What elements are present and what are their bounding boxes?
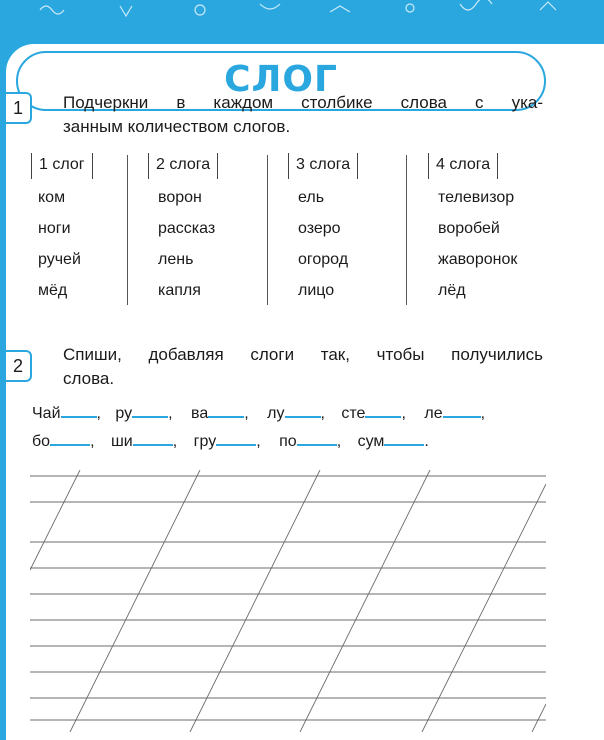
comma: , bbox=[96, 405, 101, 422]
syllable-stem: ва bbox=[191, 405, 209, 422]
syllable-stem: бо bbox=[32, 433, 51, 450]
column-divider bbox=[127, 155, 128, 305]
column-header: 4 слога bbox=[428, 153, 498, 179]
header-decoration bbox=[0, 0, 604, 40]
syllable-stem: по bbox=[279, 433, 297, 450]
word-item[interactable]: мёд bbox=[38, 282, 68, 299]
handwriting-grid[interactable] bbox=[30, 470, 546, 732]
comma: , bbox=[172, 433, 178, 450]
word-item[interactable]: озеро bbox=[298, 220, 341, 237]
word-item[interactable]: ворон bbox=[158, 189, 202, 206]
task2-instruction-line1: Спиши, добавляя слоги так, чтобы получились bbox=[63, 345, 543, 364]
comma: , bbox=[244, 405, 249, 422]
syllable-column-1 bbox=[31, 153, 151, 179]
answer-blank[interactable] bbox=[297, 430, 337, 446]
word-item[interactable]: капля bbox=[158, 282, 201, 299]
column-header: 1 слог bbox=[31, 153, 93, 179]
answer-blank[interactable] bbox=[216, 430, 256, 446]
syllable-stem: сте bbox=[341, 405, 366, 422]
answer-blank[interactable] bbox=[443, 402, 481, 418]
comma: , bbox=[320, 405, 325, 422]
answer-blank[interactable] bbox=[384, 430, 424, 446]
fill-in-row-2 bbox=[32, 430, 429, 451]
syllable-stem: ле bbox=[424, 405, 443, 422]
word-item[interactable]: огород bbox=[298, 251, 349, 268]
task-number-1: 1 bbox=[6, 92, 32, 124]
column-divider bbox=[406, 155, 407, 305]
column-divider bbox=[267, 155, 268, 305]
word-item[interactable]: ручей bbox=[38, 251, 81, 268]
page-title: СЛОГ bbox=[224, 59, 338, 100]
word-item[interactable]: рассказ bbox=[158, 220, 216, 237]
syllable-stem: ши bbox=[110, 433, 133, 450]
comma: , bbox=[336, 433, 342, 450]
answer-blank[interactable] bbox=[132, 402, 168, 418]
answer-blank[interactable] bbox=[285, 402, 321, 418]
answer-blank[interactable] bbox=[133, 430, 173, 446]
word-item[interactable]: лень bbox=[158, 251, 194, 268]
word-item[interactable]: воробей bbox=[438, 220, 500, 237]
syllable-column-2 bbox=[148, 153, 268, 179]
column-header: 3 слога bbox=[288, 153, 358, 179]
syllable-column-4 bbox=[428, 153, 548, 179]
fill-in-row-1 bbox=[32, 402, 485, 423]
period: . bbox=[424, 433, 429, 450]
syllable-stem: сум bbox=[357, 433, 385, 450]
word-item[interactable]: лёд bbox=[438, 282, 466, 299]
word-item[interactable]: жаворонок bbox=[438, 251, 518, 268]
syllable-column-3 bbox=[288, 153, 408, 179]
answer-blank[interactable] bbox=[50, 430, 90, 446]
word-item[interactable]: ель bbox=[298, 189, 325, 206]
column-header: 2 слога bbox=[148, 153, 218, 179]
task-number-2: 2 bbox=[6, 350, 32, 382]
comma: , bbox=[256, 433, 261, 450]
task1-instruction-line1: Подчеркни в каждом столбике слова с ука- bbox=[63, 93, 543, 112]
word-item[interactable]: ноги bbox=[38, 220, 71, 237]
task1-instruction-line2: занным количеством слогов. bbox=[63, 117, 291, 136]
word-item[interactable]: телевизор bbox=[438, 189, 515, 206]
comma: , bbox=[168, 405, 173, 422]
syllable-stem: ру bbox=[115, 405, 133, 422]
answer-blank[interactable] bbox=[61, 402, 97, 418]
comma: , bbox=[480, 405, 486, 422]
answer-blank[interactable] bbox=[208, 402, 244, 418]
task2-instruction-line2: слова. bbox=[63, 369, 115, 388]
syllable-stem: лу bbox=[267, 405, 285, 422]
comma: , bbox=[401, 405, 406, 422]
word-item[interactable]: ком bbox=[38, 189, 66, 206]
answer-blank[interactable] bbox=[365, 402, 401, 418]
syllable-stem: Чай bbox=[32, 405, 61, 422]
comma: , bbox=[90, 433, 95, 450]
syllable-stem: гру bbox=[193, 433, 217, 450]
word-item[interactable]: лицо bbox=[298, 282, 335, 299]
